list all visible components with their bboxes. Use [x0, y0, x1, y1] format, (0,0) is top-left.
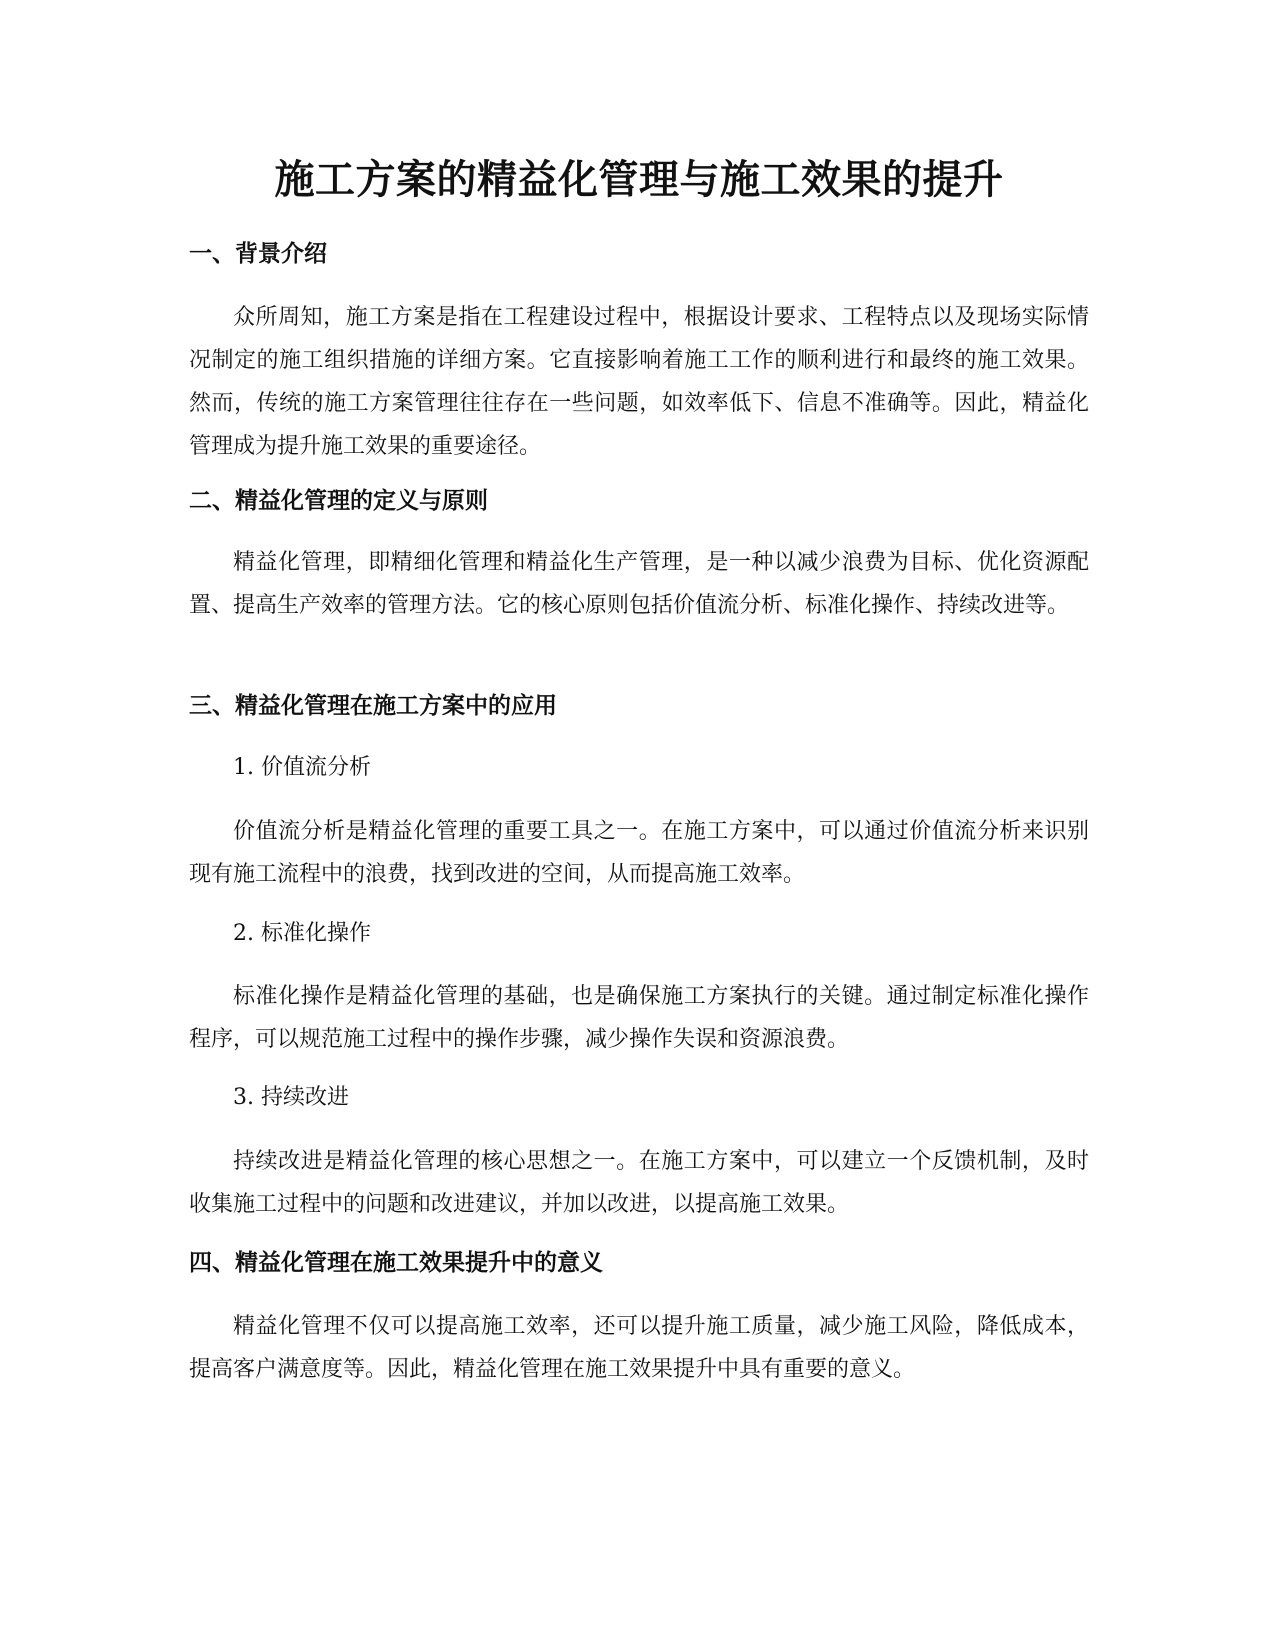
section-paragraph-background: 众所周知，施工方案是指在工程建设过程中，根据设计要求、工程特点以及现场实际情况制定的施工组织措施的详细方案。它直接影响着施工工作的顺利进行和最终的施工效果。然而，传统的施工方案管理往往存在一些问题，如效率低下、信息不准确等。因此，精益化管理成为提升施工效果的重要途径。	[189, 305, 1089, 459]
document-title: 施工方案的精益化管理与施工效果的提升	[274, 157, 1004, 203]
section-heading-significance: 四、精益化管理在施工效果提升中的意义	[189, 1250, 603, 1276]
section-paragraph-significance: 精益化管理不仅可以提高施工效率，还可以提升施工质量，减少施工风险，降低成本，提高客户满意度等。因此，精益化管理在施工效果提升中具有重要的意义。	[189, 1314, 1089, 1382]
list-item-paragraph: 价值流分析是精益化管理的重要工具之一。在施工方案中，可以通过价值流分析来识别现有施工流程中的浪费，找到改进的空间，从而提高施工效率。	[189, 819, 1089, 887]
section-heading-application: 三、精益化管理在施工方案中的应用	[189, 693, 557, 719]
list-item-label: 3. 持续改进	[233, 1085, 349, 1110]
section-heading-background: 一、背景介绍	[189, 241, 327, 267]
section-heading-definition: 二、精益化管理的定义与原则	[189, 488, 488, 514]
list-item-label: 2. 标准化操作	[233, 921, 371, 946]
section-paragraph-definition: 精益化管理，即精细化管理和精益化生产管理，是一种以减少浪费为目标、优化资源配置、提高生产效率的管理方法。它的核心原则包括价值流分析、标准化操作、持续改进等。	[189, 550, 1089, 618]
list-item-label: 1. 价值流分析	[233, 755, 371, 780]
list-item-paragraph: 标准化操作是精益化管理的基础，也是确保施工方案执行的关键。通过制定标准化操作程序，可以规范施工过程中的操作步骤，减少操作失误和资源浪费。	[189, 984, 1089, 1052]
list-item-paragraph: 持续改进是精益化管理的核心思想之一。在施工方案中，可以建立一个反馈机制，及时收集施工过程中的问题和改进建议，并加以改进，以提高施工效果。	[189, 1149, 1089, 1217]
